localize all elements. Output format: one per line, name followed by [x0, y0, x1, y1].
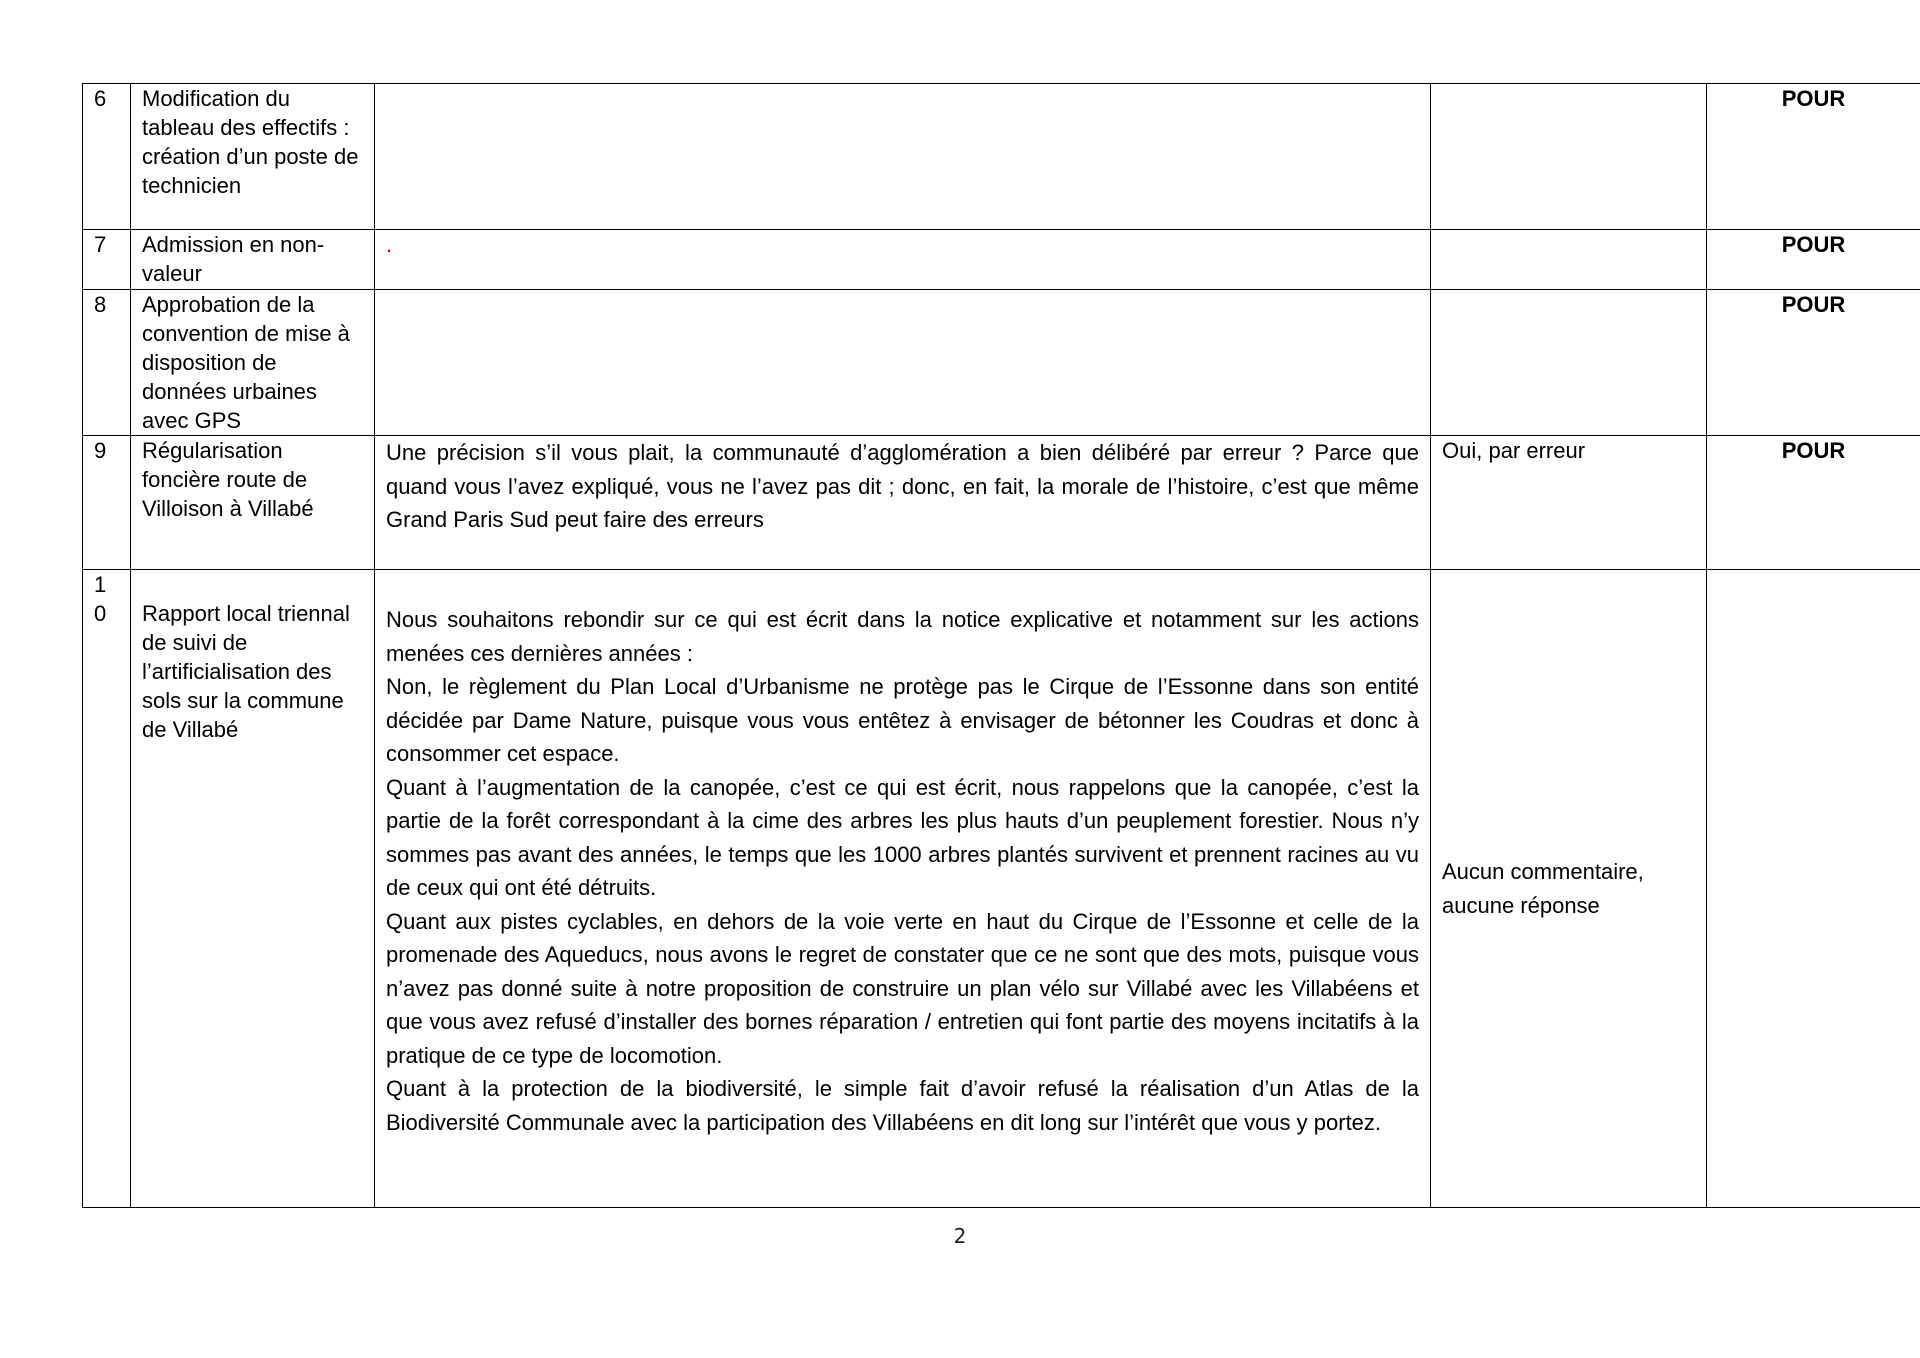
item-vote: POUR: [1707, 436, 1920, 570]
item-answer: [1431, 570, 1707, 1208]
item-vote: POUR: [1707, 230, 1920, 290]
item-subject-text: Rapport local triennal de suivi de l’artificialisation des sols sur la commune de Villabé: [142, 601, 350, 742]
item-subject: Approbation de la convention de mise à disposition de données urbaines avec GPS: [131, 290, 375, 436]
item-question: Une précision s’il vous plait, la communauté d’agglomération a bien délibéré par erreur ? Parce que quand vous l’avez expliqué, vous ne l’avez pas dit ; donc, en fait, la morale de l’histoire, c’est que même Grand Paris Sud peut faire des erreurs: [375, 436, 1431, 570]
item-question: [375, 290, 1431, 436]
question-paragraph: Quant à la protection de la biodiversité, le simple fait d’avoir refusé la réalisation d’un Atlas de la Biodiversité Communale avec la participation des Villabéens en dit long sur l’intérêt que vous y portez.: [386, 1076, 1419, 1135]
item-vote: POUR: [1707, 84, 1920, 230]
item-subject: [131, 570, 375, 1208]
item-answer: [1431, 290, 1707, 436]
table-row: [83, 230, 1920, 290]
item-question: [375, 570, 1431, 1208]
page-number: 2: [953, 1224, 967, 1248]
item-number: [83, 570, 131, 1208]
question-paragraph: Quant aux pistes cyclables, en dehors de la voie verte en haut du Cirque de l’Essonne et celle de la promenade des Aqueducs, nous avons le regret de constater que ce ne sont que des mots, puisque vous n’avez pas donné suite à notre proposition de construire un plan vélo sur Villabé avec les Villabéens et que vous avez refusé d’installer des bornes réparation / entretien qui font partie des moyens incitatifs à la pratique de ce type de locomotion.: [386, 908, 1419, 1068]
item-vote: POUR: [1707, 290, 1920, 436]
table-row: [83, 436, 1920, 570]
table-row: [83, 570, 1920, 1208]
item-number-digit: 0: [94, 601, 107, 626]
item-subject: Modification du tableau des effectifs : création d’un poste de technicien: [131, 84, 375, 230]
item-answer-text: Aucun commentaire, aucune réponse: [1442, 859, 1644, 918]
question-paragraph: Quant à l’augmentation de la canopée, c’est ce qui est écrit, nous rappelons que la canopée, c’est la partie de la forêt correspondant à la cime des arbres les plus hauts d’un peuplement forestier. Nous n’y sommes pas avant des années, le temps que les 1000 arbres plantés survivent et prennent racines au vu de ceux qui ont été détruits.: [386, 774, 1419, 900]
item-subject: Admission en non-valeur: [131, 230, 375, 290]
deliberations-table: [82, 83, 1920, 1208]
item-answer: [1431, 230, 1707, 290]
item-answer: [1431, 84, 1707, 230]
item-vote: [1707, 570, 1920, 1208]
item-number: 8: [83, 290, 131, 436]
item-number: 6: [83, 84, 131, 230]
item-question: [375, 84, 1431, 230]
stray-mark: .: [386, 232, 393, 257]
item-answer: Oui, par erreur: [1431, 436, 1707, 570]
item-number: 9: [83, 436, 131, 570]
item-subject: Régularisation foncière route de Villoison à Villabé: [131, 436, 375, 570]
table-row: [83, 84, 1920, 230]
table-row: [83, 290, 1920, 436]
question-paragraph: Non, le règlement du Plan Local d’Urbanisme ne protège pas le Cirque de l’Essonne dans son entité décidée par Dame Nature, puisque vous vous entêtez à envisager de bétonner les Coudras et donc à consommer cet espace.: [386, 674, 1419, 766]
question-paragraph: Nous souhaitons rebondir sur ce qui est écrit dans la notice explicative et notamment sur les actions menées ces dernières années :: [386, 607, 1419, 666]
item-number: 7: [83, 230, 131, 290]
item-question: [375, 230, 1431, 290]
item-number-digit: 1: [94, 572, 107, 597]
